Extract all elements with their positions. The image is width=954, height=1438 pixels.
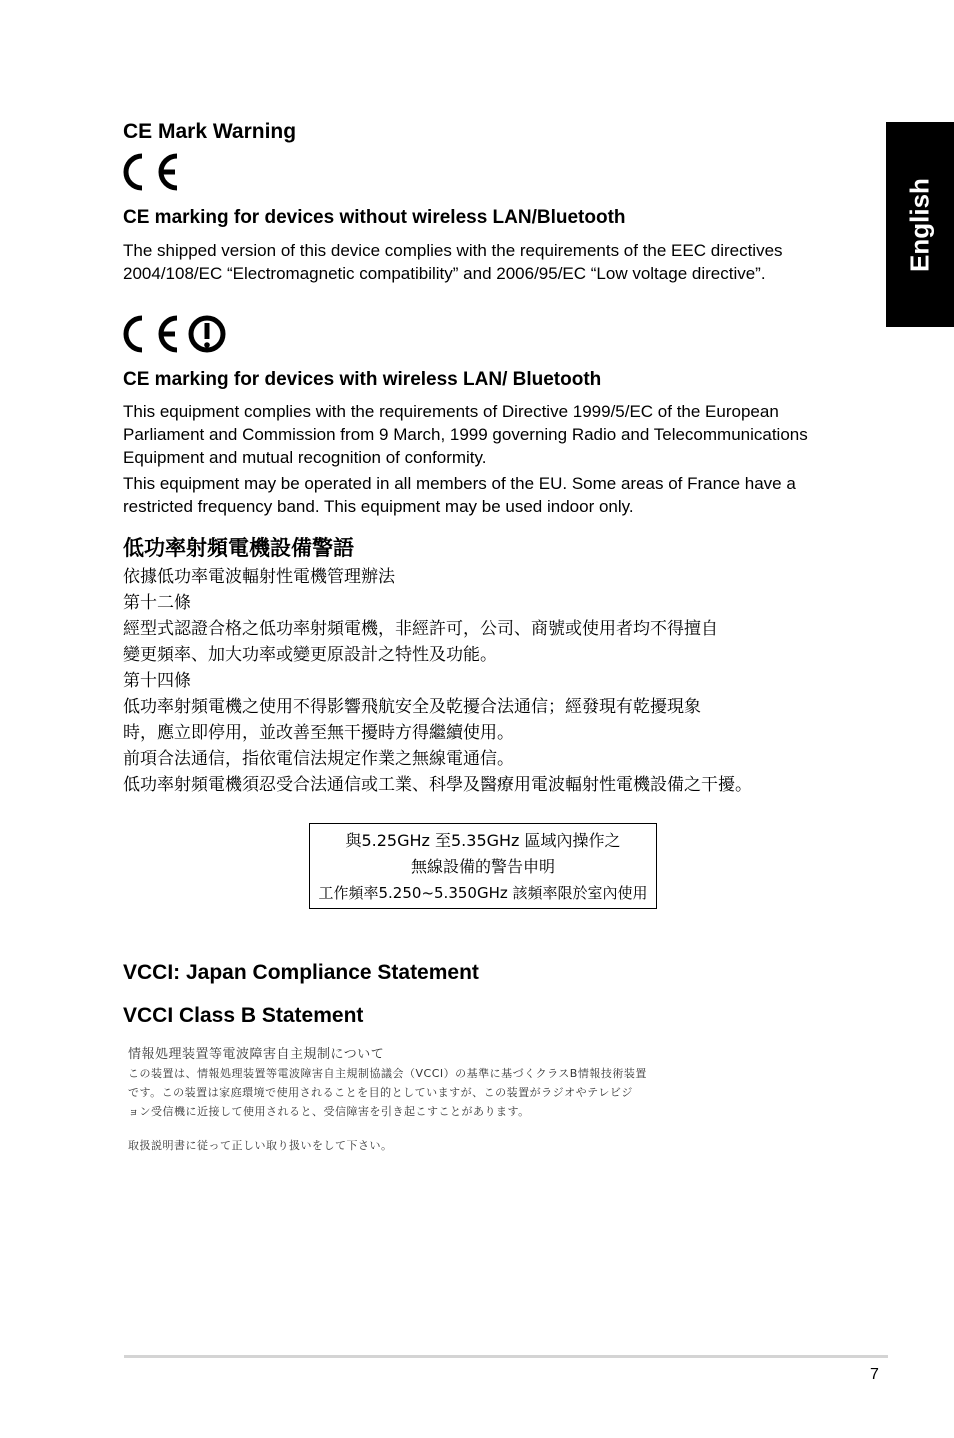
vcci-japanese-statement <box>128 1045 647 1155</box>
text-line: Equipment and mutual recognition of conformity. <box>123 448 487 467</box>
text-line: 變更頻率、加大功率或變更原設計之特性及功能。 <box>123 645 497 665</box>
box-line: 無線設備的警告申明 <box>410 857 555 876</box>
text-line: 低功率射頻電機之使用不得影響飛航安全及乾擾合法通信；經發現有乾擾現象 <box>123 697 701 717</box>
text-line: 第十四條 <box>123 671 191 691</box>
text-line: Parliament and Commission from 9 March, 1999 governing Radio and Telecommunications <box>123 425 808 444</box>
box-line: 與5.25GHz 至5.35GHz 區域內操作之 <box>345 831 621 850</box>
ce-wireless-heading: CE marking for devices with wireless LAN/ Bluetooth <box>123 369 602 390</box>
jp-line: ョン受信機に近接して使用されると、受信障害を引き起こすことがあります。 <box>128 1105 530 1118</box>
taiwan-heading: 低功率射頻電機設備警語 <box>123 536 354 560</box>
ce-no-wireless-heading: CE marking for devices without wireless LAN/Bluetooth <box>123 207 626 228</box>
taiwan-text <box>123 564 843 798</box>
text-line: 低功率射頻電機須忍受合法通信或工業、科學及醫療用電波輻射性電機設備之干擾。 <box>123 775 752 795</box>
text-line: This equipment complies with the requirements of Directive 1999/5/EC of the European <box>123 402 779 421</box>
text-line: This equipment may be operated in all members of the EU. Some areas of France have a <box>123 474 796 493</box>
jp-line: です。この装置は家庭環境で使用されることを目的としていますが、この装置がラジオやテレビジ <box>128 1086 633 1099</box>
text-line: 依據低功率電波輻射性電機管理辦法 <box>123 567 395 587</box>
ce-mark-logo <box>122 152 182 192</box>
ce-no-wireless-text <box>123 239 863 285</box>
page-number: 7 <box>870 1366 879 1383</box>
vcci-class-heading: VCCI Class B Statement <box>123 1004 364 1027</box>
jp-title-line: 情報処理装置等電波障害自主規制について <box>128 1047 385 1062</box>
text-line: 時，應立即停用，並改善至無干擾時方得繼續使用。 <box>123 723 514 743</box>
ce-wireless-text <box>123 400 863 518</box>
text-line: 經型式認證合格之低功率射頻電機，非經許可，公司、商號或使用者均不得擅自 <box>123 619 718 639</box>
text-line: The shipped version of this device complies with the requirements of the EEC directives <box>123 241 783 260</box>
jp-line: この装置は、情報処理装置等電波障害自主規制協議会（VCCI）の基準に基づくクラスB情報技術装置 <box>128 1067 647 1080</box>
ce-alert-logo <box>122 314 228 354</box>
jp-line: 取扱説明書に従って正しい取り扱いをして下さい。 <box>128 1139 393 1152</box>
language-tab-label: English <box>904 177 935 272</box>
footer-rule <box>124 1355 888 1358</box>
box-line: 工作頻率5.250~5.350GHz 該頻率限於室內使用 <box>318 884 648 902</box>
language-tab <box>886 122 954 327</box>
frequency-warning-box <box>309 823 657 909</box>
text-line: 第十二條 <box>123 593 191 613</box>
vcci-heading: VCCI: Japan Compliance Statement <box>123 961 479 984</box>
text-line: restricted frequency band. This equipment may be used indoor only. <box>123 497 634 516</box>
text-line: 2004/108/EC “Electromagnetic compatibility” and 2006/95/EC “Low voltage directive”. <box>123 264 766 283</box>
ce-mark-heading: CE Mark Warning <box>123 120 297 143</box>
text-line: 前項合法通信，指依電信法規定作業之無線電通信。 <box>123 749 514 769</box>
